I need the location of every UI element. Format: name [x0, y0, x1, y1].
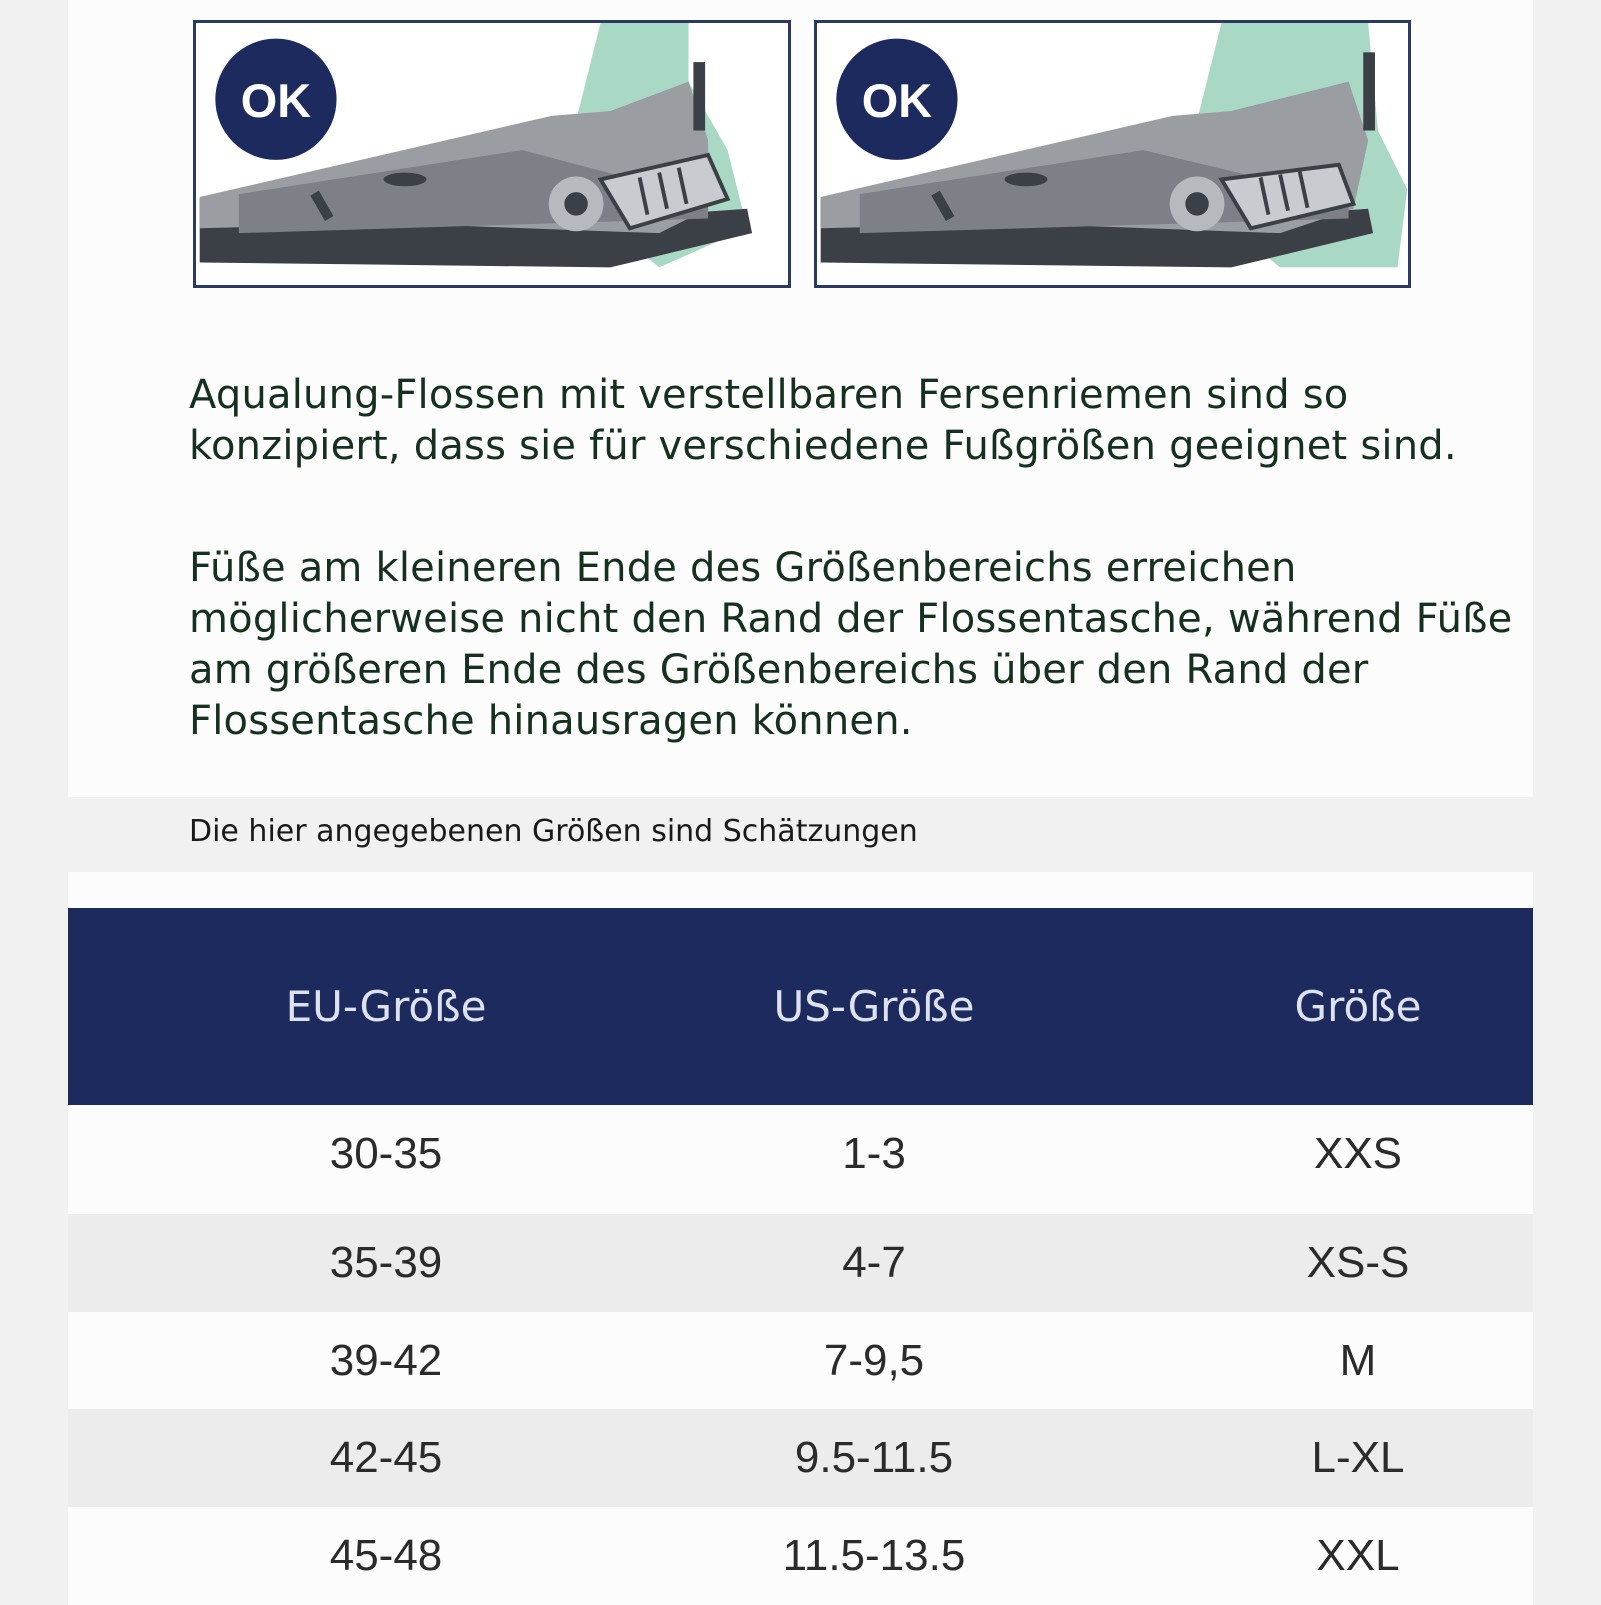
cell-eu: 39-42 [329, 1336, 443, 1385]
size-table [68, 872, 1533, 1601]
cell-eu: 42-45 [329, 1433, 443, 1482]
table-row [68, 1105, 1533, 1203]
cell-size: L-XL [1311, 1433, 1405, 1482]
cell-us: 4-7 [842, 1238, 906, 1287]
table-row [68, 1312, 1533, 1410]
ok-badge-2: OK [861, 74, 933, 127]
fin-illustration-large-foot [814, 20, 1411, 288]
fit-description-paragraph: Aqualung-Flossen mit verstellbaren Fersenriemen sind so konzipiert, dass sie für verschiedene Fußgrößen geeignet sind. [189, 372, 1457, 469]
table-row [68, 1507, 1533, 1605]
cell-us: 9.5-11.5 [794, 1433, 954, 1482]
cell-us: 7-9,5 [823, 1336, 925, 1385]
table-row [68, 1214, 1533, 1312]
ok-badge-1: OK [240, 74, 312, 127]
cell-eu: 45-48 [329, 1531, 443, 1580]
cell-size: XS-S [1306, 1238, 1410, 1287]
size-range-paragraph: Füße am kleineren Ende des Größenbereichs erreichen möglicherweise nicht den Rand der Flossentasche, während Füße am größeren Ende des Größenbereichs über den Rand der Flossentasche hinausragen können. [189, 545, 1513, 744]
cell-size: XXS [1313, 1129, 1403, 1178]
header-us-size: US-Größe [773, 982, 975, 1031]
header-eu-size: EU-Größe [285, 982, 487, 1031]
table-row [68, 1409, 1533, 1507]
cell-us: 1-3 [842, 1129, 906, 1178]
cell-size: M [1339, 1336, 1377, 1385]
cell-eu: 35-39 [329, 1238, 443, 1287]
header-size: Größe [1294, 982, 1422, 1031]
estimate-note: Die hier angegebenen Größen sind Schätzungen [189, 814, 918, 849]
fin-fit-large-foot-icon [817, 23, 1408, 285]
table-header [68, 908, 1533, 1105]
cell-size: XXL [1316, 1531, 1400, 1580]
fin-fit-small-foot-icon [196, 23, 788, 285]
cell-us: 11.5-13.5 [782, 1531, 966, 1580]
fin-illustration-small-foot [193, 20, 791, 288]
cell-eu: 30-35 [329, 1129, 443, 1178]
